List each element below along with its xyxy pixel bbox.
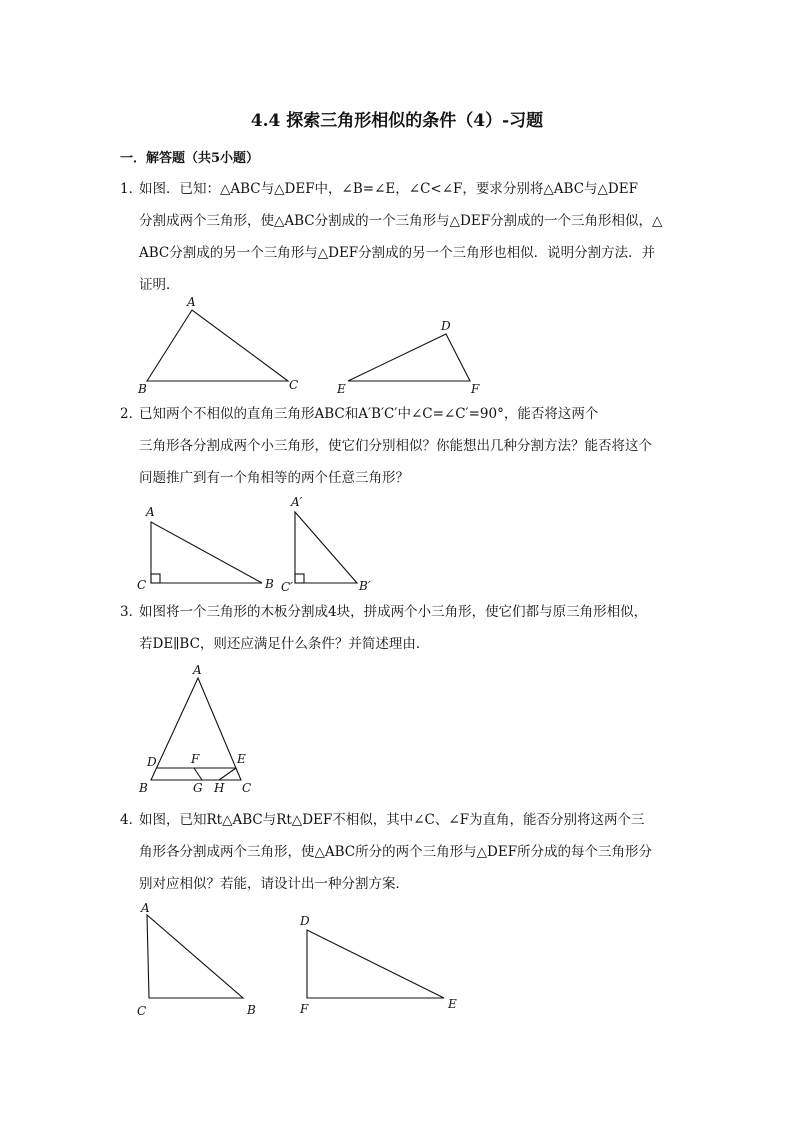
question-number: 3． [120, 604, 143, 620]
label-g: G [193, 781, 203, 795]
label-b: B [247, 1003, 256, 1017]
label-h: H [214, 781, 225, 795]
question-number: 1． [120, 181, 143, 197]
question-text-line: 别对应相似？若能，请设计出一种分割方案． [139, 876, 409, 892]
label-b: B [138, 382, 147, 396]
label-d: D [147, 755, 157, 769]
question-text-line: 分割成两个三角形，使△ABC分割成的一个三角形与△DEF分割成的一个三角形相似，△ [139, 213, 663, 229]
label-e: E [448, 997, 457, 1011]
label-b-prime: B′ [359, 579, 371, 593]
question-text-line: 证明． [139, 277, 180, 293]
label-b: B [139, 781, 148, 795]
label-a: A [141, 901, 150, 915]
question-text-line: 已知两个不相似的直角三角形ABC和A′B′C′中∠C=∠C′=90°，能否将这两个 [139, 406, 599, 422]
label-c: C [242, 781, 252, 795]
label-c: C [289, 378, 299, 392]
question-text-line: 如图．已知：△ABC与△DEF中，∠B=∠E，∠C<∠F，要求分别将△ABC与△DEF [139, 181, 638, 197]
label-c-prime: C′ [281, 580, 293, 594]
label-b: B [265, 577, 274, 591]
label-f: F [191, 752, 200, 766]
label-e: E [237, 752, 246, 766]
label-a: A [187, 295, 196, 309]
label-a: A [193, 663, 202, 677]
question-number: 4． [120, 812, 143, 828]
triangle-def [307, 930, 444, 998]
question-text-line: 三角形各分割成两个小三角形，使它们分别相似？你能想出几种分割方法？能否将这个 [139, 438, 652, 454]
question-number: 2． [120, 406, 143, 422]
label-f: F [300, 1002, 309, 1016]
section-heading: 一．解答题（共5小题） [120, 151, 260, 166]
label-a: A [146, 505, 155, 519]
question-text-line: 若DE∥BC，则还应满足什么条件？并简述理由． [139, 636, 430, 652]
page-title: 4.4 探索三角形相似的条件（4）-习题 [250, 111, 544, 131]
question-text-line: 问题推广到有一个角相等的两个任意三角形？ [139, 470, 409, 486]
question-text-line: 如图将一个三角形的木板分割成4块，拼成两个小三角形，使它们都与原三角形相似， [139, 604, 648, 620]
label-d: D [441, 319, 451, 333]
label-a-prime: A′ [291, 495, 303, 509]
label-c: C [137, 1004, 147, 1018]
label-d: D [300, 914, 310, 928]
triangle-abc [147, 915, 243, 998]
label-f: F [471, 382, 480, 396]
question-text-line: ABC分割成的另一个三角形与△DEF分割成的另一个三角形也相似．说明分割方法．并 [139, 245, 656, 261]
label-e: E [337, 382, 346, 396]
label-c: C [137, 578, 147, 592]
question-text-line: 角形各分割成两个三角形，使△ABC所分的两个三角形与△DEF所分成的每个三角形分 [139, 844, 653, 860]
question-text-line: 如图，已知Rt△ABC与Rt△DEF不相似，其中∠C、∠F为直角，能否分别将这两个三 [139, 812, 645, 828]
